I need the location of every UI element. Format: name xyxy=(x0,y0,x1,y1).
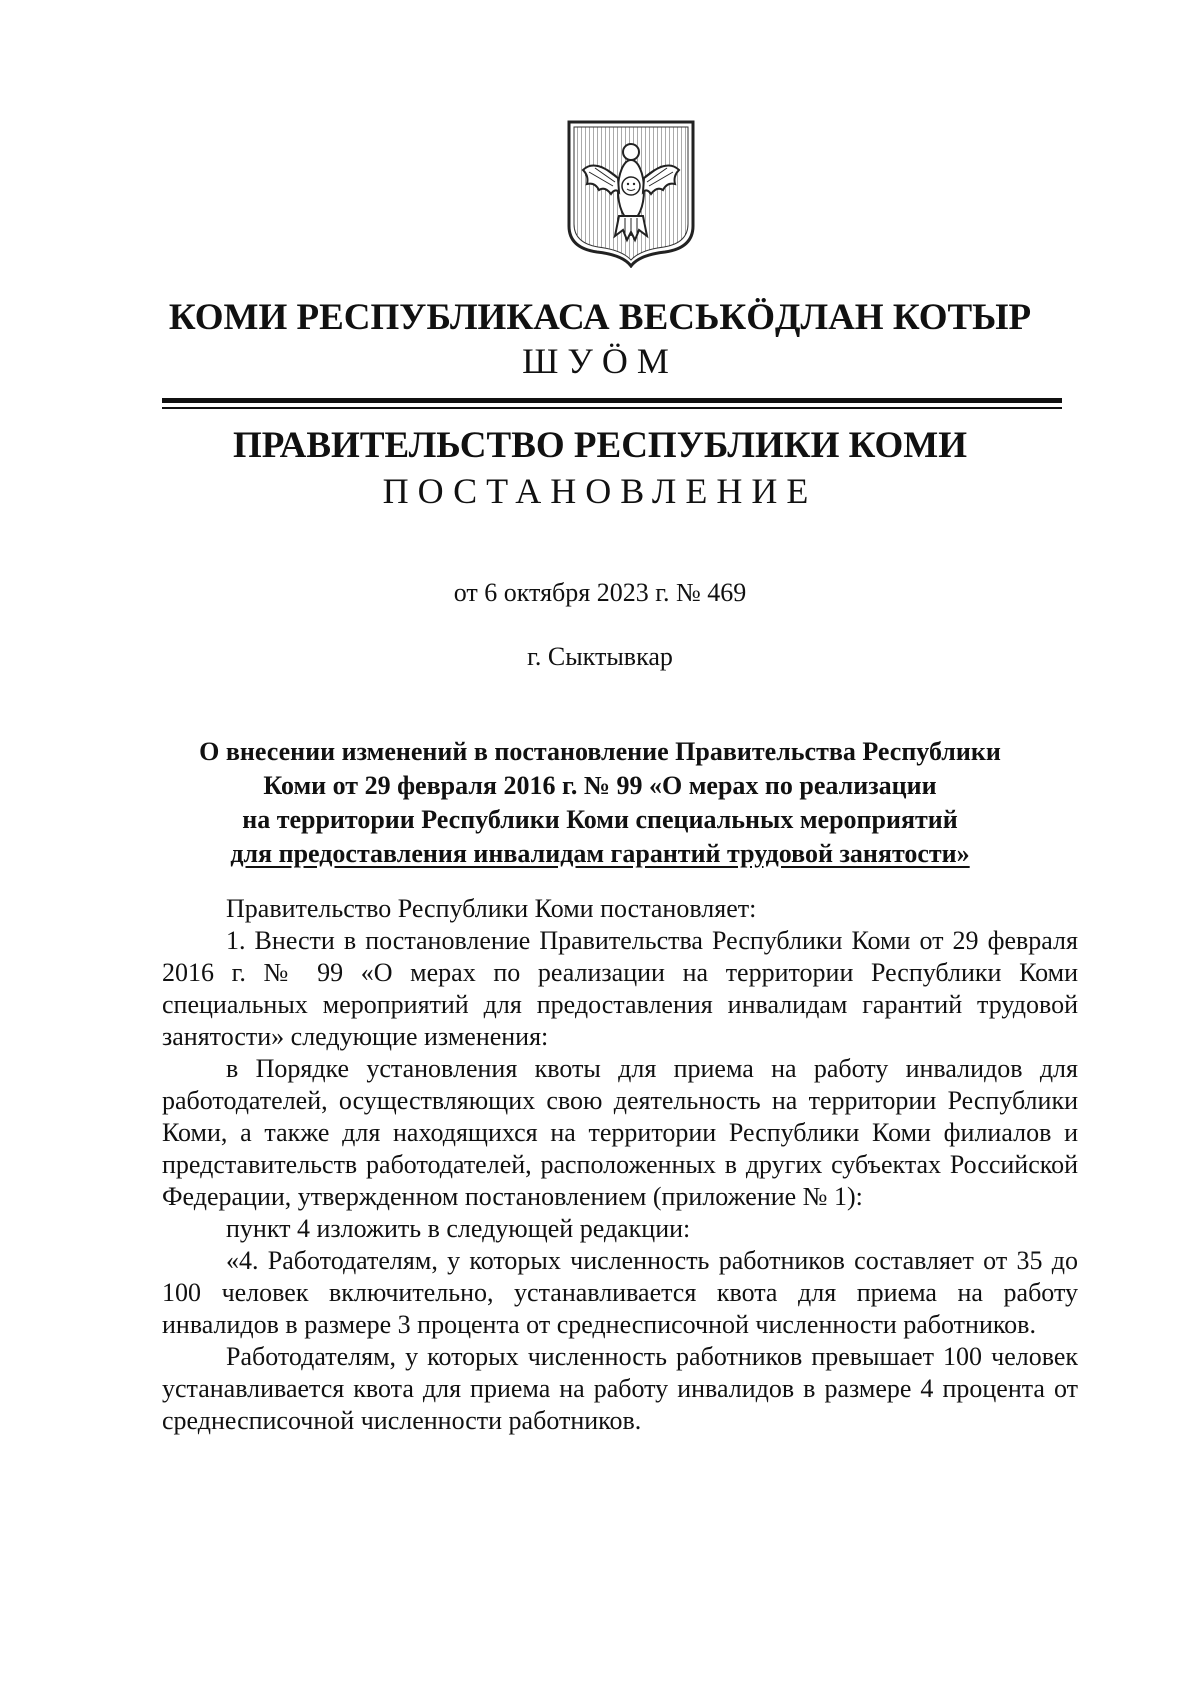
document-city: г. Сыктывкар xyxy=(527,642,673,671)
body-paragraph: «4. Работодателям, у которых численность работников составляет от 35 до 100 человек включительно, устанавливается квота для приема на работу инвалидов в размере 3 процента от среднесписочной численности работников. xyxy=(162,1246,1078,1339)
document-title-line-4: для предоставления инвалидам гарантий трудовой занятости» xyxy=(230,839,970,868)
document-title-line-1: О внесении изменений в постановление Правительства Республики xyxy=(199,737,1001,766)
body-paragraph: 1. Внести в постановление Правительства Республики Коми от 29 февраля 2016 г. № 99 «О мерах по реализации на территории Республики Коми специальных мероприятий для предоставления инвалидам гарантий трудовой занятости» следующие изменения: xyxy=(162,926,1078,1051)
body-paragraph: в Порядке установления квоты для приема на работу инвалидов для работодателей, осуществляющих свою деятельность на территории Республики Коми, а также для находящихся на территории Республики Коми филиалов и представительств работодателей, расположенных в других субъектах Российской Федерации, утвержденном постановлением (приложение № 1): xyxy=(162,1054,1078,1211)
ru-header-title: ПРАВИТЕЛЬСТВО РЕСПУБЛИКИ КОМИ xyxy=(233,425,967,466)
body-paragraph: Правительство Республики Коми постановляет: xyxy=(226,894,757,923)
header-divider-thin xyxy=(162,407,1062,409)
body-paragraph: пункт 4 изложить в следующей редакции: xyxy=(226,1214,691,1243)
document-title-line-4-wrap xyxy=(0,837,1200,871)
ru-header-subtitle: ПОСТАНОВЛЕНИЕ xyxy=(382,471,818,511)
body-paragraph: Работодателям, у которых численность работников превышает 100 человек устанавливается квота для приема на работу инвалидов в размере 4 процента от среднесписочной численности работников. xyxy=(162,1342,1078,1435)
document-title-line-3: на территории Республики Коми специальных мероприятий xyxy=(242,805,958,834)
komi-coat-of-arms-icon xyxy=(565,118,697,268)
komi-header-subtitle: ШУӦМ xyxy=(522,341,678,381)
header-divider-thick xyxy=(162,398,1062,403)
document-title-line-2: Коми от 29 февраля 2016 г. № 99 «О мерах по реализации xyxy=(263,771,937,800)
document-body xyxy=(162,893,1078,1437)
komi-header-title: КОМИ РЕСПУБЛИКАСА ВЕСЬКӦДЛАН КОТЫР xyxy=(168,297,1032,338)
document-date-number: от 6 октября 2023 г. № 469 xyxy=(453,578,747,607)
